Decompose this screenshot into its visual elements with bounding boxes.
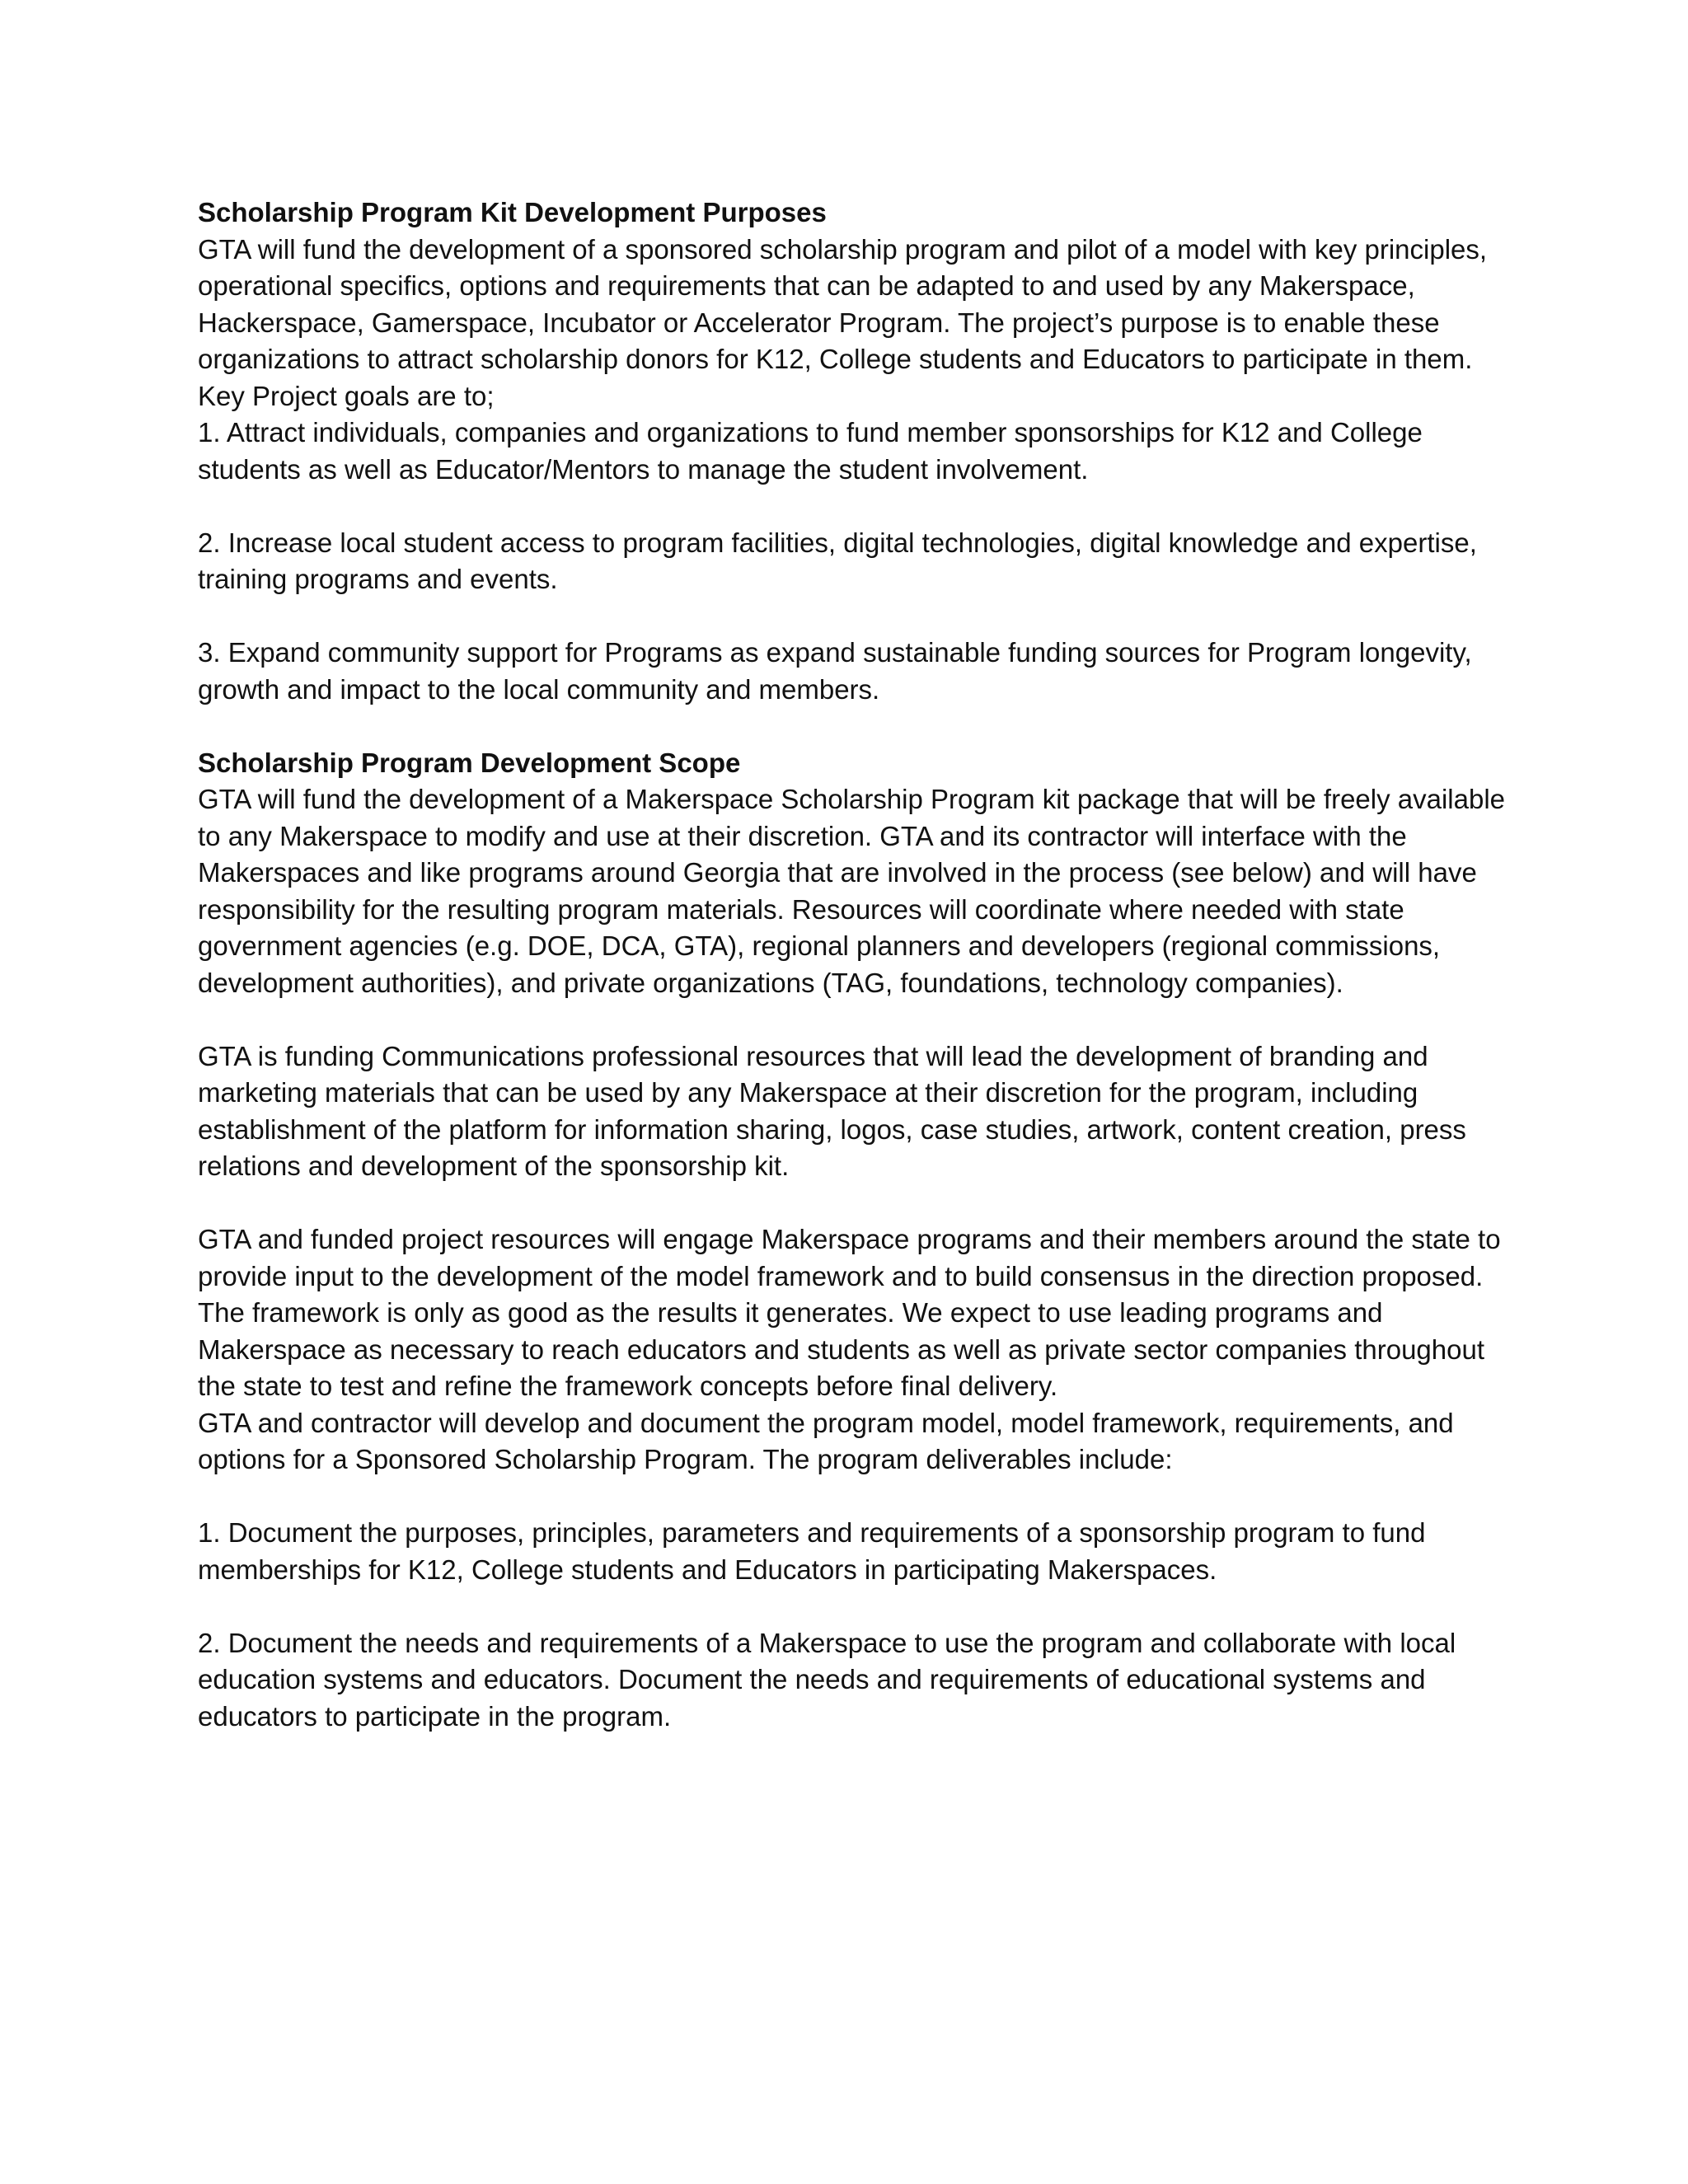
paragraph-gap xyxy=(198,1479,1508,1516)
goal-item-3: 3. Expand community support for Programs as expand sustainable funding sources for Program longevity, growth and impact to the local community and members. xyxy=(198,637,1472,705)
paragraph-gap xyxy=(198,598,1508,635)
paragraph-gap xyxy=(198,488,1508,525)
deliverable-item-1: 1. Document the purposes, principles, parameters and requirements of a sponsorship program to fund memberships for K12, College students and Educators in participating Makerspaces. xyxy=(198,1517,1426,1585)
paragraph-gap xyxy=(198,1001,1508,1038)
paragraph-gap xyxy=(198,708,1508,745)
document-page xyxy=(198,194,1508,1735)
purposes-intro-paragraph: GTA will fund the development of a sponsored scholarship program and pilot of a model with key principles, operational specifics, options and requirements that can be adapted to and used by any Makerspace, Hackerspace, Gamerspace, Incubator or Accelerator Program. The project’s purpose is to enable these organizations to attract scholarship donors for K12, College students and Educators to participate in them. Key Project goals are to; xyxy=(198,233,1488,411)
section-heading-purposes: Scholarship Program Kit Development Purposes xyxy=(198,197,827,227)
deliverable-item-2: 2. Document the needs and requirements of a Makerspace to use the program and collaborate with local education systems and educators. Document the needs and requirements of educational systems and educators to participate in the program. xyxy=(198,1627,1456,1732)
scope-paragraph-1: GTA will fund the development of a Makerspace Scholarship Program kit package that will be freely available to any Makerspace to modify and use at their discretion. GTA and its contractor will interface with the Makerspaces and like programs around Georgia that are involved in the process (see below) and will have responsibility for the resulting program materials. Resources will coordinate where needed with state government agencies (e.g. DOE, DCA, GTA), regional planners and developers (regional commissions, development authorities), and private organizations (TAG, foundations, technology companies). xyxy=(198,784,1506,998)
paragraph-gap xyxy=(198,1588,1508,1625)
section-heading-scope: Scholarship Program Development Scope xyxy=(198,747,741,778)
goal-item-1: 1. Attract individuals, companies and organizations to fund member sponsorships for K12 and College students as well as Educator/Mentors to manage the student involvement. xyxy=(198,417,1423,485)
scope-paragraph-2: GTA is funding Communications professional resources that will lead the development of branding and marketing materials that can be used by any Makerspace at their discretion for the program, including establishment of the platform for information sharing, logos, case studies, artwork, content creation, press relations and development of the sponsorship kit. xyxy=(198,1040,1466,1181)
paragraph-gap xyxy=(198,1185,1508,1222)
goal-item-2: 2. Increase local student access to program facilities, digital technologies, digital knowledge and expertise, training programs and events. xyxy=(198,527,1477,594)
scope-paragraph-3: GTA and funded project resources will engage Makerspace programs and their members around the state to provide input to the development of the model framework and to build consensus in the direction proposed. The framework is only as good as the results it generates. We expect to use leading programs and Makerspace as necessary to reach educators and students as well as private sector companies throughout the state to test and refine the framework concepts before final delivery. xyxy=(198,1224,1501,1401)
scope-paragraph-4: GTA and contractor will develop and document the program model, model framework, requirements, and options for a Sponsored Scholarship Program. The program deliverables include: xyxy=(198,1407,1454,1474)
